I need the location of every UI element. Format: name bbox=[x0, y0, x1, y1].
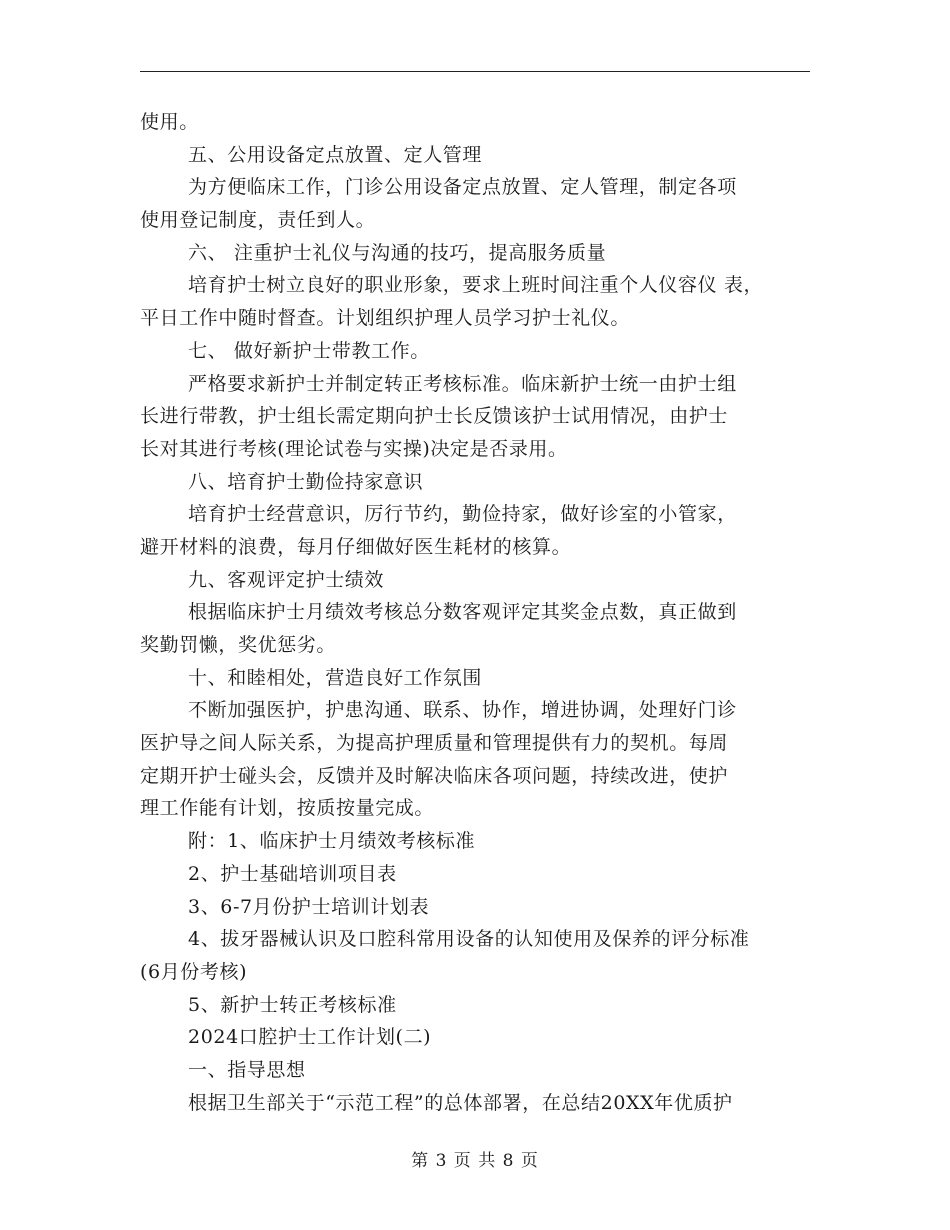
text-line: 使用。 bbox=[140, 111, 199, 133]
text-line: 使用登记制度，责任到人。 bbox=[140, 209, 376, 232]
text-line: 长对其进行考核(理论试卷与实操)决定是否录用。 bbox=[140, 437, 568, 460]
text-line: 奖勤罚懒，奖优惩劣。 bbox=[140, 634, 337, 656]
page-footer: 第 3 页 共 8 页 bbox=[411, 1151, 539, 1171]
text-line: 理工作能有计划，按质按量完成。 bbox=[140, 797, 435, 820]
text-line: 长进行带教，护士组长需定期向护士长反馈该护士试用情况，由护士 bbox=[140, 405, 729, 428]
header-rule bbox=[140, 71, 810, 72]
text-line: 不断加强医护，护患沟通、联系、协作，增进协调，处理好门诊 bbox=[188, 699, 737, 722]
text-line: 一、指导思想 bbox=[188, 1058, 306, 1081]
text-line: 八、培育护士勤俭持家意识 bbox=[188, 470, 424, 493]
text-line: 为方便临床工作，门诊公用设备定点放置、定人管理，制定各项 bbox=[188, 176, 737, 199]
text-line: 平日工作中随时督查。计划组织护理人员学习护士礼仪。 bbox=[140, 307, 631, 330]
text-line: (6月份考核) bbox=[140, 960, 248, 983]
text-line: 4、拔牙器械认识及口腔科常用设备的认知使用及保养的评分标准 bbox=[188, 928, 750, 951]
text-line: 3、6-7月份护士培训计划表 bbox=[188, 895, 430, 918]
text-line: 根据临床护士月绩效考核总分数客观评定其奖金点数，真正做到 bbox=[188, 601, 737, 624]
text-line: 五、公用设备定点放置、定人管理 bbox=[188, 143, 483, 166]
text-line: 九、客观评定护士绩效 bbox=[188, 568, 385, 591]
text-line: 避开材料的浪费，每月仔细做好医生耗材的核算。 bbox=[140, 535, 572, 558]
text-line: 七、 做好新护士带教工作。 bbox=[188, 339, 430, 362]
text-line: 定期开护士碰头会，反馈并及时解决临床各项问题，持续改进，使护 bbox=[140, 764, 729, 787]
text-line: 培育护士树立良好的职业形象，要求上班时间注重个人仪容仪 表， bbox=[188, 274, 764, 297]
text-line: 医护导之间人际关系，为提高护理质量和管理提供有力的契机。每周 bbox=[140, 732, 729, 755]
text-line: 严格要求新护士并制定转正考核标准。临床新护士统一由护士组 bbox=[188, 372, 737, 395]
document-body bbox=[140, 106, 830, 1119]
text-line: 十、和睦相处，营造良好工作氛围 bbox=[188, 666, 483, 689]
text-line: 六、 注重护士礼仪与沟通的技巧，提高服务质量 bbox=[188, 241, 607, 264]
text-line: 根据卫生部关于“示范工程”的总体部署，在总结20XX年优质护 bbox=[188, 1091, 733, 1114]
text-line: 5、新护士转正考核标准 bbox=[188, 993, 397, 1016]
text-line: 培育护士经营意识，厉行节约，勤俭持家，做好诊室的小管家， bbox=[188, 503, 737, 526]
text-line: 2、护士基础培训项目表 bbox=[188, 862, 397, 885]
text-line: 附：1、临床护士月绩效考核标准 bbox=[188, 830, 476, 853]
text-line: 2024口腔护士工作计划(二) bbox=[188, 1026, 432, 1049]
